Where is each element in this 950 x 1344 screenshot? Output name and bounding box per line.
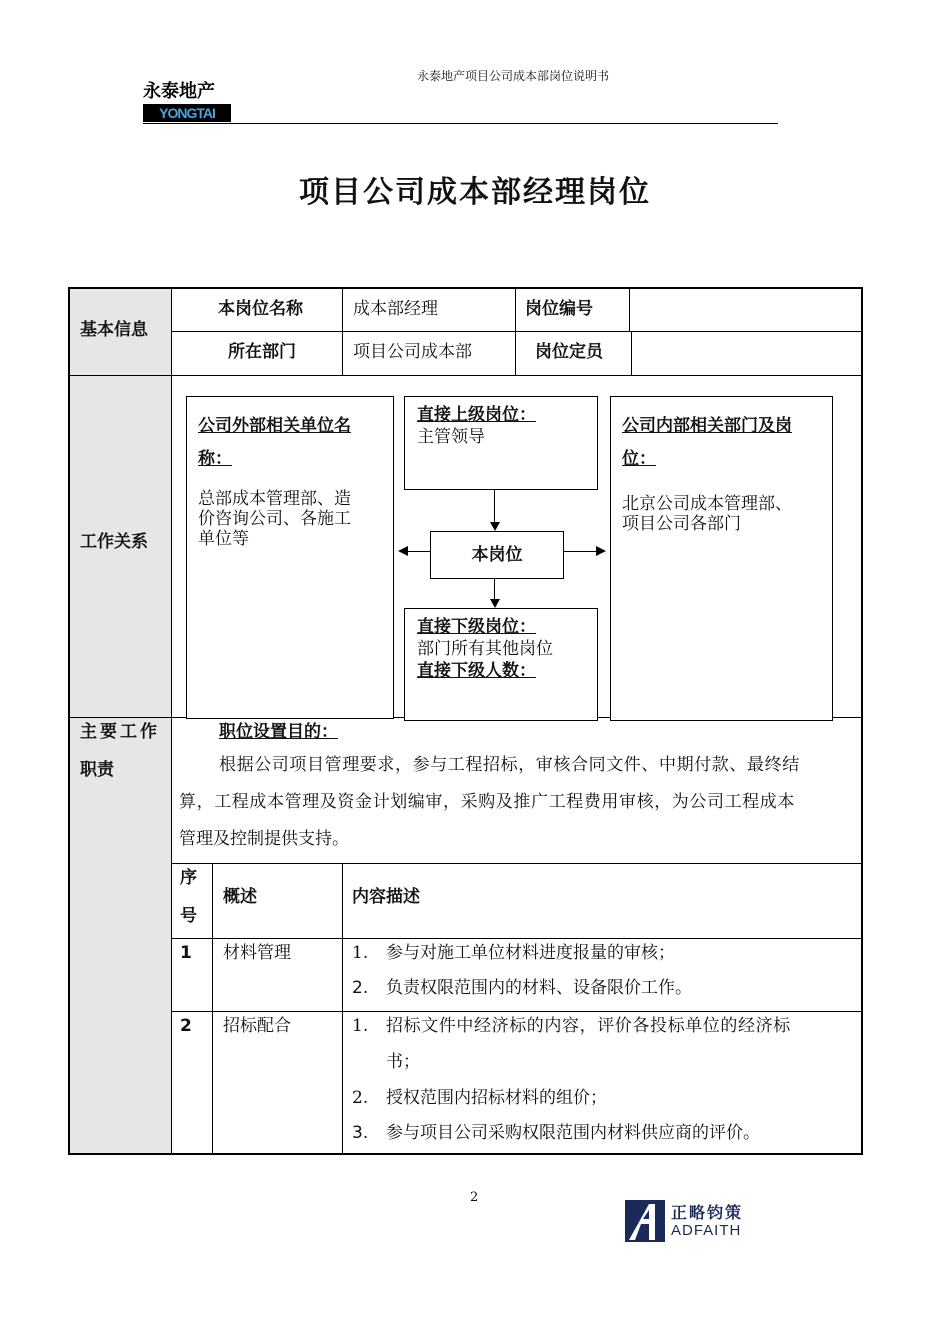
list-item-continuation — [386, 1051, 420, 1073]
list-item-number: 3. — [352, 1123, 369, 1143]
subordinate-box — [404, 608, 598, 721]
logo-cn-text: 永泰地产 — [143, 80, 231, 104]
adfaith-logo-icon — [625, 1200, 665, 1242]
subordinate-title: 直接下级岗位： — [417, 617, 536, 637]
row-summary: 材料管理 — [223, 943, 291, 963]
position-table — [68, 287, 863, 1155]
superior-title: 直接上级岗位： — [417, 405, 536, 425]
internal-departments-line: 项目公司各部门 — [622, 514, 741, 534]
internal-departments-title-1: 公司内部相关部门及岗 — [622, 416, 792, 436]
purpose-line: 管理及控制提供支持。 — [179, 829, 349, 849]
current-position-label: 本岗位 — [471, 545, 523, 565]
department-value: 项目公司成本部 — [353, 342, 472, 362]
purpose-line: 根据公司项目管理要求，参与工程招标，审核合同文件、中期付款、最终结 — [219, 755, 800, 775]
department-label: 所在部门 — [228, 342, 296, 362]
headcount-label: 岗位定员 — [535, 342, 603, 362]
seq-header-2: 号 — [180, 906, 197, 926]
summary-header: 概述 — [223, 887, 257, 907]
purpose-line: 算，工程成本管理及资金计划编审，采购及推广工程费用审核，为公司工程成本 — [179, 792, 795, 812]
header-divider — [143, 123, 778, 124]
external-units-line: 总部成本管理部、造 — [198, 489, 351, 509]
arrow-right-icon — [596, 546, 606, 556]
arrow-down-line — [494, 579, 495, 599]
list-item-number: 1. — [352, 943, 369, 963]
internal-departments-line: 北京公司成本管理部、 — [622, 494, 792, 514]
document-header-title: 永泰地产项目公司成本部岗位说明书 — [417, 69, 610, 83]
list-item-text: 招标文件中经济标的内容，评价各投标单位的经济标 — [386, 1016, 791, 1036]
external-units-box — [186, 396, 394, 719]
list-item-number: 2. — [352, 978, 369, 998]
external-units-line: 单位等 — [198, 529, 249, 549]
brand-cn: 正略钧策 — [671, 1203, 744, 1222]
current-position-box — [430, 531, 564, 579]
list-item-text: 负责权限范围内的材料、设备限价工作。 — [386, 978, 692, 998]
list-item-number: 1. — [352, 1016, 369, 1036]
page-title: 项目公司成本部经理岗位 — [299, 175, 651, 210]
work-relations-label: 工作关系 — [80, 532, 148, 552]
brand-en: ADFAITH — [671, 1222, 742, 1239]
company-logo — [143, 80, 231, 122]
external-units-line: 价咨询公司、各施工 — [198, 509, 351, 529]
arrow-down-icon — [490, 599, 500, 608]
subordinate-body: 部门所有其他岗位 — [417, 639, 553, 659]
position-code-label: 岗位编号 — [525, 299, 593, 319]
superior-box — [404, 396, 598, 490]
internal-departments-body — [622, 494, 792, 534]
duties-label-1: 主要工作 — [80, 722, 160, 742]
list-item-text: 书； — [386, 1052, 420, 1072]
arrow-right-line — [564, 551, 596, 552]
arrow-left-icon — [398, 546, 408, 556]
position-name-label: 本岗位名称 — [218, 299, 303, 319]
page-number: 2 — [470, 1190, 479, 1205]
list-item-text: 参与项目公司采购权限范围内材料供应商的评价。 — [386, 1123, 760, 1143]
list-item-number: 2. — [352, 1088, 369, 1108]
logo-en-text: YONGTAI — [143, 104, 231, 122]
internal-departments-box — [610, 396, 833, 721]
footer-logo — [625, 1200, 755, 1242]
row-seq: 2 — [180, 1016, 192, 1036]
external-units-body — [198, 489, 351, 549]
list-item-text: 授权范围内招标材料的组价； — [386, 1088, 607, 1108]
content-header: 内容描述 — [352, 887, 420, 907]
subordinate-count-label: 直接下级人数： — [417, 661, 536, 681]
purpose-title: 职位设置目的： — [219, 722, 338, 742]
row-seq: 1 — [180, 943, 192, 963]
external-units-title-1: 公司外部相关单位名 — [198, 416, 351, 436]
external-units-title-2: 称： — [198, 449, 232, 469]
internal-departments-title-2: 位： — [622, 449, 656, 469]
arrow-down-icon — [490, 522, 500, 531]
list-item-text: 参与对施工单位材料进度报量的审核； — [386, 943, 675, 963]
duties-label-2: 职责 — [80, 760, 114, 780]
arrow-left-line — [408, 551, 430, 552]
seq-header-1: 序 — [180, 868, 197, 888]
row-summary: 招标配合 — [223, 1016, 291, 1036]
position-name-value: 成本部经理 — [353, 299, 438, 319]
arrow-down-line — [494, 490, 495, 522]
basic-info-label: 基本信息 — [80, 320, 148, 340]
superior-body: 主管领导 — [417, 427, 485, 447]
